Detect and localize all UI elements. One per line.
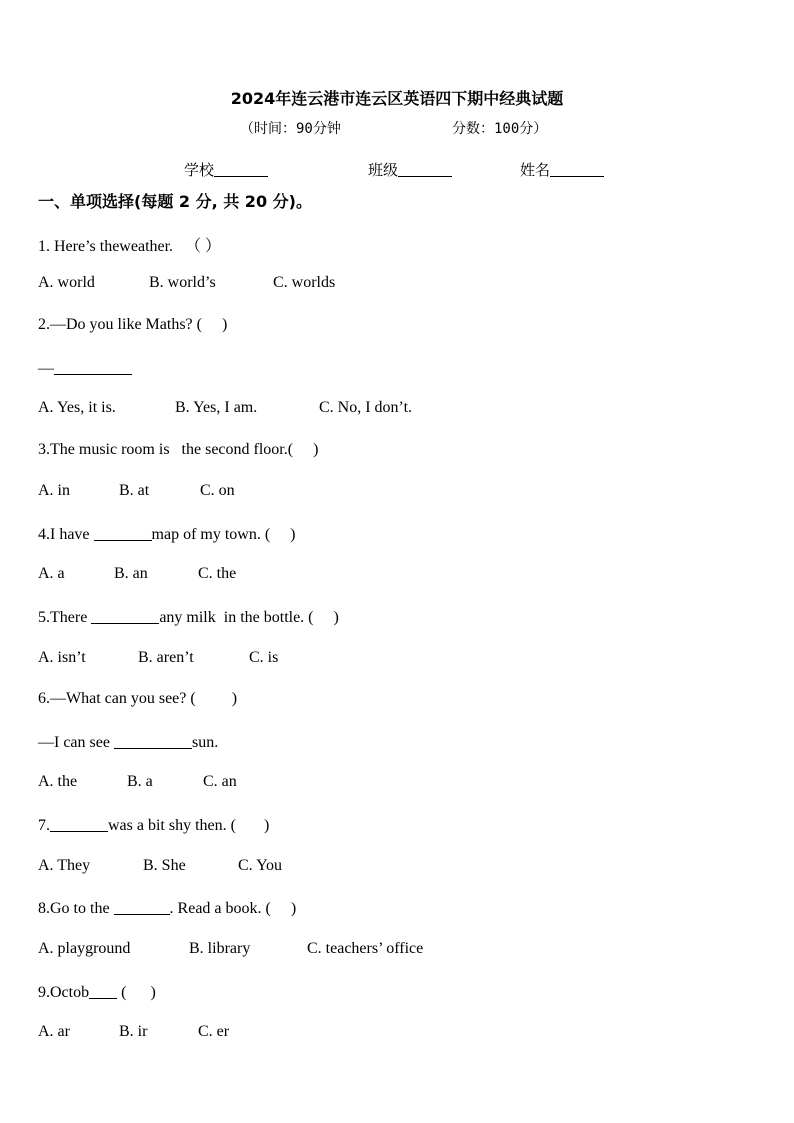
q5-blank[interactable] bbox=[91, 607, 159, 624]
q2-blank[interactable] bbox=[54, 358, 132, 375]
q8-stem-start: 8.Go to the bbox=[38, 900, 114, 917]
question-8 bbox=[38, 898, 296, 918]
q4-option-b: B. an bbox=[114, 565, 148, 582]
q5-option-b: B. aren’t bbox=[138, 649, 194, 666]
q7-option-c: C. You bbox=[238, 857, 283, 874]
question-6: 6.—What can you see? ( ) bbox=[38, 690, 238, 707]
q7-option-b: B. She bbox=[143, 857, 186, 874]
q6-option-c: C. an bbox=[203, 773, 237, 790]
name-label: 姓名 bbox=[520, 161, 551, 179]
section-heading: 一、单项选择(每题 2 分, 共 20 分)。 bbox=[38, 192, 312, 211]
question-3: 3.The music room is the second floor.( ) bbox=[38, 441, 319, 458]
q3-option-c: C. on bbox=[200, 482, 235, 499]
q8-stem-end: . Read a book. ( ) bbox=[169, 900, 297, 917]
q3-option-b: B. at bbox=[119, 482, 150, 499]
school-label: 学校 bbox=[184, 161, 215, 179]
name-field bbox=[520, 159, 604, 180]
q8-option-c: C. teachers’ office bbox=[307, 940, 424, 957]
q7-option-a: A. They bbox=[38, 857, 91, 874]
q6-line2-start: —I can see bbox=[38, 734, 114, 751]
q5-stem-start: 5.There bbox=[38, 609, 92, 626]
question-9 bbox=[38, 982, 156, 1002]
q4-option-a: A. a bbox=[38, 565, 65, 582]
q9-stem-end: ( ) bbox=[117, 984, 156, 1001]
question-4 bbox=[38, 524, 296, 544]
q6-option-a: A. the bbox=[38, 773, 78, 790]
q2-option-b: B. Yes, I am. bbox=[175, 399, 258, 416]
q2-option-c: C. No, I don’t. bbox=[319, 399, 413, 416]
q4-option-c: C. the bbox=[198, 565, 237, 582]
question-2: 2.—Do you like Maths? ( ) bbox=[38, 316, 228, 333]
q7-stem-start: 7. bbox=[38, 817, 50, 834]
q5-stem-end: any milk in the bottle. ( ) bbox=[159, 609, 339, 626]
q6-line2-end: sun. bbox=[191, 734, 219, 751]
q2-answer-line bbox=[38, 358, 132, 378]
school-blank[interactable] bbox=[214, 162, 268, 177]
q1-option-c: C. worlds bbox=[273, 274, 336, 291]
school-field bbox=[184, 159, 268, 180]
q1-option-b: B. world’s bbox=[149, 274, 216, 291]
class-field bbox=[368, 159, 452, 180]
class-blank[interactable] bbox=[398, 162, 452, 177]
exam-time: （时间：90分钟 bbox=[240, 121, 341, 137]
q6-blank[interactable] bbox=[114, 732, 192, 749]
q9-option-a: A. ar bbox=[38, 1023, 70, 1040]
q4-stem-start: 4.I have bbox=[38, 526, 94, 543]
q7-blank[interactable] bbox=[50, 815, 108, 832]
q5-option-a: A. isn’t bbox=[38, 649, 86, 666]
q7-stem-end: was a bit shy then. ( ) bbox=[108, 817, 270, 834]
class-label: 班级 bbox=[368, 161, 399, 179]
q4-blank[interactable] bbox=[94, 524, 152, 541]
q9-blank[interactable] bbox=[89, 982, 117, 999]
q9-option-c: C. er bbox=[198, 1023, 230, 1040]
q9-option-b: B. ir bbox=[119, 1023, 148, 1040]
q3-option-a: A. in bbox=[38, 482, 70, 499]
question-7 bbox=[38, 815, 269, 835]
q5-option-c: C. is bbox=[249, 649, 279, 666]
page-title: 2024年连云港市连云区英语四下期中经典试题 bbox=[230, 89, 564, 108]
q6-answer-line bbox=[38, 732, 218, 752]
q8-blank[interactable] bbox=[114, 898, 170, 915]
q4-stem-end: map of my town. ( ) bbox=[151, 526, 296, 543]
q8-option-a: A. playground bbox=[38, 940, 131, 957]
q1-option-a: A. world bbox=[38, 274, 95, 291]
q8-option-b: B. library bbox=[189, 940, 251, 957]
q6-option-b: B. a bbox=[127, 773, 153, 790]
q2-dash: — bbox=[38, 360, 54, 377]
question-5 bbox=[38, 607, 339, 627]
q2-option-a: A. Yes, it is. bbox=[38, 399, 116, 416]
exam-score: 分数：100分） bbox=[452, 121, 548, 137]
name-blank[interactable] bbox=[550, 162, 604, 177]
question-1: 1. Here’s theweather. （ ） bbox=[38, 238, 222, 255]
q9-stem-start: 9.Octob bbox=[38, 984, 90, 1001]
